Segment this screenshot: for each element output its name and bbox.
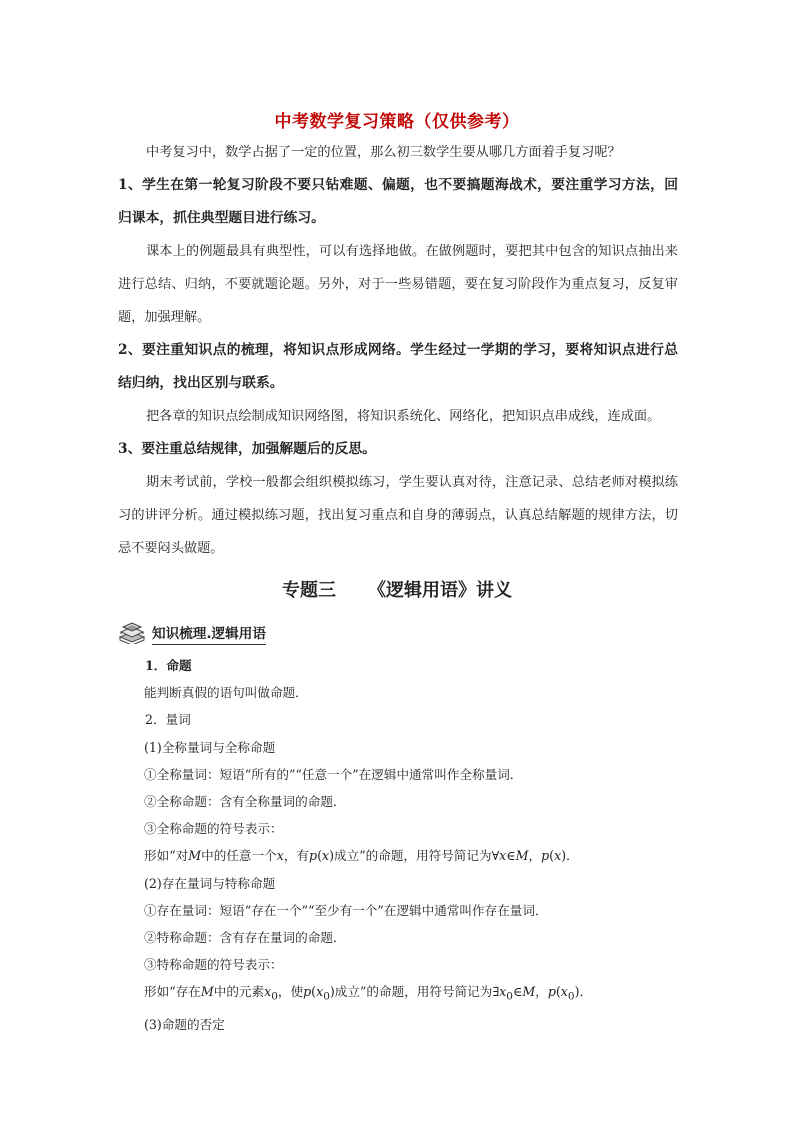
lecture-title-topic: 专题三 xyxy=(282,580,336,601)
item-1-text: 能判断真假的语句叫做命题． xyxy=(144,685,308,701)
point-3-body: 期末考试前，学校一般都会组织模拟练习，学生要认真对待，注意记录、总结老师对模拟练习的讲评分析。通过模拟练习题，找出复习重点和自身的薄弱点，认真总结解题的规律方法，切忌不要闷头做题。 xyxy=(118,475,678,556)
universal-symbol-formula: 形如“对M中的任意一个x，有p(x)成立”的命题，用符号简记为∀x∈M，p(x)． xyxy=(144,848,579,864)
point-3-heading: 3、要注重总结规律，加强解题后的反思。 xyxy=(118,441,376,457)
point-2-body: 把各章的知识点绘制成知识网络图，将知识系统化、网络化，把知识点串成线，连成面。 xyxy=(146,409,661,424)
strategy-title: 中考数学复习策略（仅供参考） xyxy=(274,112,520,132)
universal-quantifier-def: ①全称量词：短语“所有的”“任意一个”在逻辑中通常叫作全称量词． xyxy=(144,766,523,782)
universal-proposition-def: ②全称命题：含有全称量词的命题． xyxy=(144,794,346,810)
books-icon xyxy=(118,622,146,644)
strategy-body xyxy=(118,136,678,565)
item-2-heading: 2．量词 xyxy=(145,712,191,728)
existential-symbol-heading: ③特称命题的符号表示： xyxy=(144,957,283,973)
sub-1-heading: (1)全称量词与全称命题 xyxy=(144,739,276,755)
section-header xyxy=(118,620,266,646)
sub-2-heading: (2)存在量词与特称命题 xyxy=(144,875,276,891)
existential-quantifier-def: ①存在量词：短语“存在一个”“至少有一个”在逻辑中通常叫作存在量词． xyxy=(144,902,548,918)
section-label: 知识梳理.逻辑用语 xyxy=(152,622,266,645)
point-1-heading: 1、学生在第一轮复习阶段不要只钻难题、偏题，也不要搞题海战术，要注重学习方法，回归课本，抓住典型题目进行练习。 xyxy=(118,177,678,226)
item-1-heading: 1．命题 xyxy=(145,658,192,673)
existential-symbol-formula: 形如“存在M中的元素$x_0$，使$p(x_0)$成立”的命题，用符号简记为$\exists x_0\in M$，$p(x_0)$． xyxy=(144,984,593,1003)
intro-paragraph: 中考复习中，数学占据了一定的位置，那么初三数学生要从哪几方面着手复习呢？ xyxy=(146,145,621,160)
lecture-title xyxy=(0,576,794,602)
sub-3-heading: (3)命题的否定 xyxy=(144,1017,225,1033)
universal-symbol-heading: ③全称命题的符号表示： xyxy=(144,821,283,837)
lecture-title-name: 《逻辑用语》讲义 xyxy=(368,580,512,601)
point-1-body: 课本上的例题最具有典型性，可以有选择地做。在做例题时，要把其中包含的知识点抽出来进行总结、归纳，不要就题论题。另外，对于一些易错题，要在复习阶段作为重点复习，反复审题，加强理解。 xyxy=(118,244,678,325)
lecture-content xyxy=(145,652,685,1038)
point-2-heading: 2、要注重知识点的梳理，将知识点形成网络。学生经过一学期的学习，要将知识点进行总结归纳，找出区别与联系。 xyxy=(118,342,678,391)
existential-proposition-def: ②特称命题：含有存在量词的命题． xyxy=(144,930,346,946)
